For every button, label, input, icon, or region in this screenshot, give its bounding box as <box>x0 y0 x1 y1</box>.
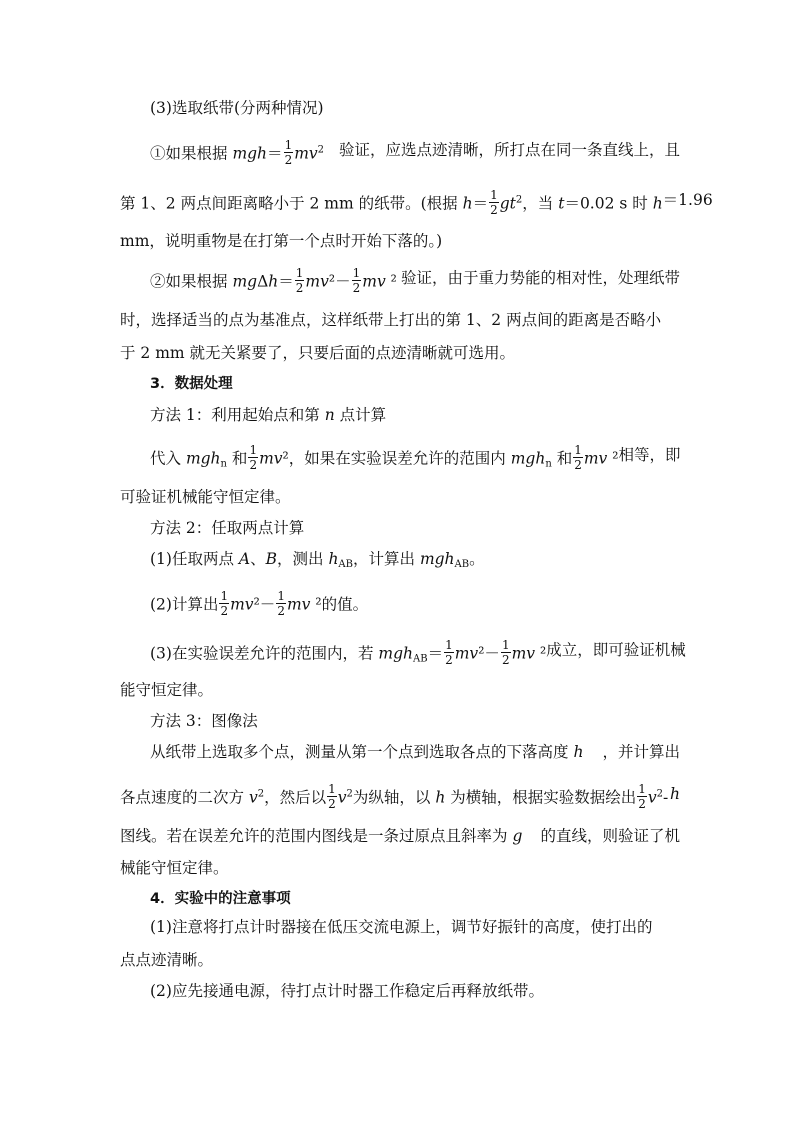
text: － <box>335 272 351 291</box>
subscript: AB <box>454 559 470 570</box>
text: ②如果根据 <box>150 272 233 291</box>
text: (1)任取两点 <box>150 550 239 568</box>
superscript: ² <box>328 272 336 291</box>
text-line <box>120 784 680 813</box>
text-run <box>150 640 546 670</box>
fraction-half <box>276 589 286 618</box>
math-var: h <box>328 550 339 568</box>
math-var: mgh <box>232 144 268 163</box>
math-var: mv <box>259 449 283 468</box>
math-var: mv <box>230 595 254 614</box>
fraction-half <box>284 138 294 167</box>
math-var: v <box>337 788 347 807</box>
text: 相等，即 <box>618 446 681 464</box>
text: 验证，由于重力势能的相对性，处理纸带 <box>400 269 680 287</box>
text: 可验证机械能守恒定律。 <box>120 488 291 506</box>
text: 械能守恒定律。 <box>120 859 229 877</box>
fraction-denominator: 2 <box>574 458 582 472</box>
text-line <box>150 917 680 937</box>
math-var: h <box>573 743 584 761</box>
math-var: mv <box>454 644 479 663</box>
text: ①如果根据 <box>150 144 233 163</box>
math-var: mv <box>362 272 386 291</box>
text: － <box>259 595 276 614</box>
text: (2)应先接通电源，待打点计时器工作稳定后再释放纸带。 <box>150 982 544 1000</box>
text: ，当 <box>522 194 559 213</box>
text: 时，选择适当的点为基准点，这样纸带上打出的第 1、2 两点间的距离是否略小 <box>120 311 662 329</box>
math-var: n <box>324 406 335 424</box>
superscript: ² <box>478 644 485 663</box>
math-var: v <box>248 788 258 807</box>
fraction-half <box>327 782 337 811</box>
text-line <box>150 711 680 731</box>
text: ＝ <box>427 644 444 663</box>
text: 各点速度的二次方 <box>120 788 249 807</box>
fraction-numerator: 1 <box>328 782 336 796</box>
text: 图线。若在误差允许的范围内图线是一条过原点且斜率为 <box>120 827 513 845</box>
text: ，计算出 <box>353 550 420 568</box>
text-run <box>150 742 583 762</box>
fraction-half <box>501 638 511 667</box>
fraction-denominator: 2 <box>638 797 646 811</box>
math-var: mgh <box>378 644 413 663</box>
math-var: mv <box>286 595 311 614</box>
text: (1)注意将打点计时器接在低压交流电源上，调节好振针的高度，使打出的 <box>150 918 653 936</box>
fraction-half <box>352 266 362 295</box>
section-heading <box>150 889 680 909</box>
text-line <box>150 742 680 762</box>
text-line <box>150 405 680 425</box>
math-var: mv <box>583 449 608 468</box>
fraction-half <box>489 188 499 217</box>
text-line <box>120 826 680 846</box>
text: 为纵轴，以 <box>352 788 436 807</box>
text: 3．数据处理 <box>150 376 233 392</box>
math-var: t <box>558 194 565 213</box>
superscript: 2 <box>317 144 325 156</box>
text: 的值。 <box>321 595 369 614</box>
superscript: 2 <box>515 194 523 206</box>
text-run <box>150 268 397 297</box>
text: ，测出 <box>277 550 329 568</box>
math-var: mgh <box>185 449 221 468</box>
text-line <box>150 591 680 620</box>
fraction-denominator: 2 <box>284 153 293 167</box>
text: 和 <box>227 449 248 468</box>
math-var: mv <box>294 144 318 163</box>
text: 点计算 <box>334 406 387 424</box>
text: 方法 1：利用起始点和第 <box>150 406 325 424</box>
fraction-denominator: 2 <box>249 458 258 472</box>
fraction-half <box>295 266 305 295</box>
text: ，如果在实验误差允许的范围内 <box>288 449 511 468</box>
math-var: gt <box>499 194 516 213</box>
fraction-numerator: 1 <box>574 443 582 457</box>
text: (2)计算出 <box>150 595 219 614</box>
text-run <box>150 140 324 169</box>
superscript: 2 <box>346 788 353 800</box>
subscript: AB <box>413 653 428 665</box>
math-var: g <box>512 827 523 845</box>
subscript: AB <box>338 559 353 570</box>
fraction-denominator: 2 <box>490 203 498 217</box>
text: 验证，应选点迹清晰，所打点在同一条直线上，且 <box>338 141 680 159</box>
text-run <box>120 826 522 846</box>
superscript: 2 <box>656 788 664 800</box>
text: 第 1、2 两点间距离略小于 2 mm 的纸带。(根据 <box>120 194 463 213</box>
text: ＝1.96 <box>662 191 713 209</box>
text-line <box>120 950 680 970</box>
text: 为横轴，根据实验数据绘出 <box>445 788 637 807</box>
text: ＝0.02 s 时 <box>564 194 653 213</box>
text: ＝ <box>472 194 489 213</box>
text-line <box>150 445 680 475</box>
text: ，并计算出 <box>602 743 680 761</box>
text-line <box>120 343 680 363</box>
math-var: h <box>462 194 473 213</box>
superscript: ² <box>607 449 619 468</box>
text: ＝ <box>278 272 294 291</box>
text: 、 <box>250 550 266 568</box>
text: 成立，即可验证机械 <box>546 641 686 659</box>
fraction-half <box>248 443 258 472</box>
text-line <box>150 981 680 1001</box>
fraction-half <box>219 589 229 618</box>
math-var: h <box>435 788 446 807</box>
text: 点点迹清晰。 <box>120 951 214 969</box>
text-line <box>150 518 680 538</box>
fraction-denominator: 2 <box>445 653 453 667</box>
text-line <box>120 487 680 507</box>
text-line <box>120 680 680 700</box>
text: Δ <box>257 272 269 291</box>
text-line <box>120 188 713 219</box>
superscript: ² <box>253 595 260 614</box>
fraction-denominator: 2 <box>295 281 304 295</box>
fraction-half <box>637 782 647 811</box>
text: (3)在实验误差允许的范围内，若 <box>150 644 379 663</box>
fraction-numerator: 1 <box>277 589 285 603</box>
fraction-denominator: 2 <box>277 604 285 618</box>
fraction-denominator: 2 <box>220 604 229 618</box>
fraction-numerator: 1 <box>490 188 498 202</box>
fraction-numerator: 1 <box>638 782 646 796</box>
text-line <box>120 231 680 251</box>
section-heading <box>150 374 680 394</box>
fraction-numerator: 1 <box>352 266 361 280</box>
fraction-numerator: 1 <box>249 443 258 457</box>
fraction-half <box>573 443 583 472</box>
fraction-numerator: 1 <box>220 589 229 603</box>
text-line <box>120 858 680 878</box>
fraction-half <box>444 638 454 667</box>
text: - <box>663 788 669 807</box>
math-var: mgh <box>510 449 546 468</box>
math-var: h <box>652 194 663 213</box>
subscript: n <box>220 458 227 470</box>
text: ，然后以 <box>264 788 327 807</box>
text: (3)选取纸带(分两种情况) <box>150 99 324 117</box>
text: 于 2 mm 就无关紧要了，只要后面的点迹清晰就可选用。 <box>120 344 516 362</box>
text: 从纸带上选取多个点，测量从第一个点到选取各点的下落高度 <box>150 743 574 761</box>
text: mm，说明重物是在打第一个点时开始下落的。) <box>120 232 443 250</box>
text: 和 <box>551 449 573 468</box>
text-line <box>150 140 680 169</box>
math-var: mv <box>511 644 536 663</box>
fraction-denominator: 2 <box>328 797 336 811</box>
text-line <box>150 638 686 670</box>
superscript: ² <box>310 595 322 614</box>
text-run <box>150 445 618 475</box>
math-var: B <box>265 550 277 568</box>
text: 代入 <box>150 449 186 468</box>
text-line <box>120 310 680 330</box>
text: 能守恒定律。 <box>120 681 214 699</box>
math-var: mg <box>232 272 258 291</box>
subscript: n <box>545 458 552 470</box>
superscript: ² <box>535 644 547 663</box>
math-var: mgh <box>419 550 455 568</box>
text: 方法 3：图像法 <box>150 712 258 730</box>
math-var: A <box>238 550 251 568</box>
text-line <box>150 98 680 118</box>
math-var: mv <box>305 272 329 291</box>
text: ＝ <box>267 144 283 163</box>
text: 方法 2：任取两点计算 <box>150 519 305 537</box>
fraction-numerator: 1 <box>501 638 510 652</box>
fraction-denominator: 2 <box>501 653 510 667</box>
fraction-denominator: 2 <box>352 281 361 295</box>
superscript: ² <box>385 272 397 291</box>
text-run <box>120 784 668 813</box>
math-var: h <box>268 272 279 291</box>
math-var: v <box>647 788 657 807</box>
text-line <box>150 549 680 575</box>
text: 。 <box>469 550 485 568</box>
text: － <box>484 644 500 663</box>
math-var: h <box>670 785 680 803</box>
superscript: 2 <box>257 788 265 800</box>
fraction-numerator: 1 <box>445 638 453 652</box>
fraction-numerator: 1 <box>284 138 293 152</box>
text: 4．实验中的注意事项 <box>150 891 291 907</box>
fraction-numerator: 1 <box>295 266 304 280</box>
text-line <box>150 268 680 297</box>
superscript: ² <box>282 449 289 468</box>
text: 的直线，则验证了机 <box>540 827 680 845</box>
text-run <box>120 190 663 219</box>
